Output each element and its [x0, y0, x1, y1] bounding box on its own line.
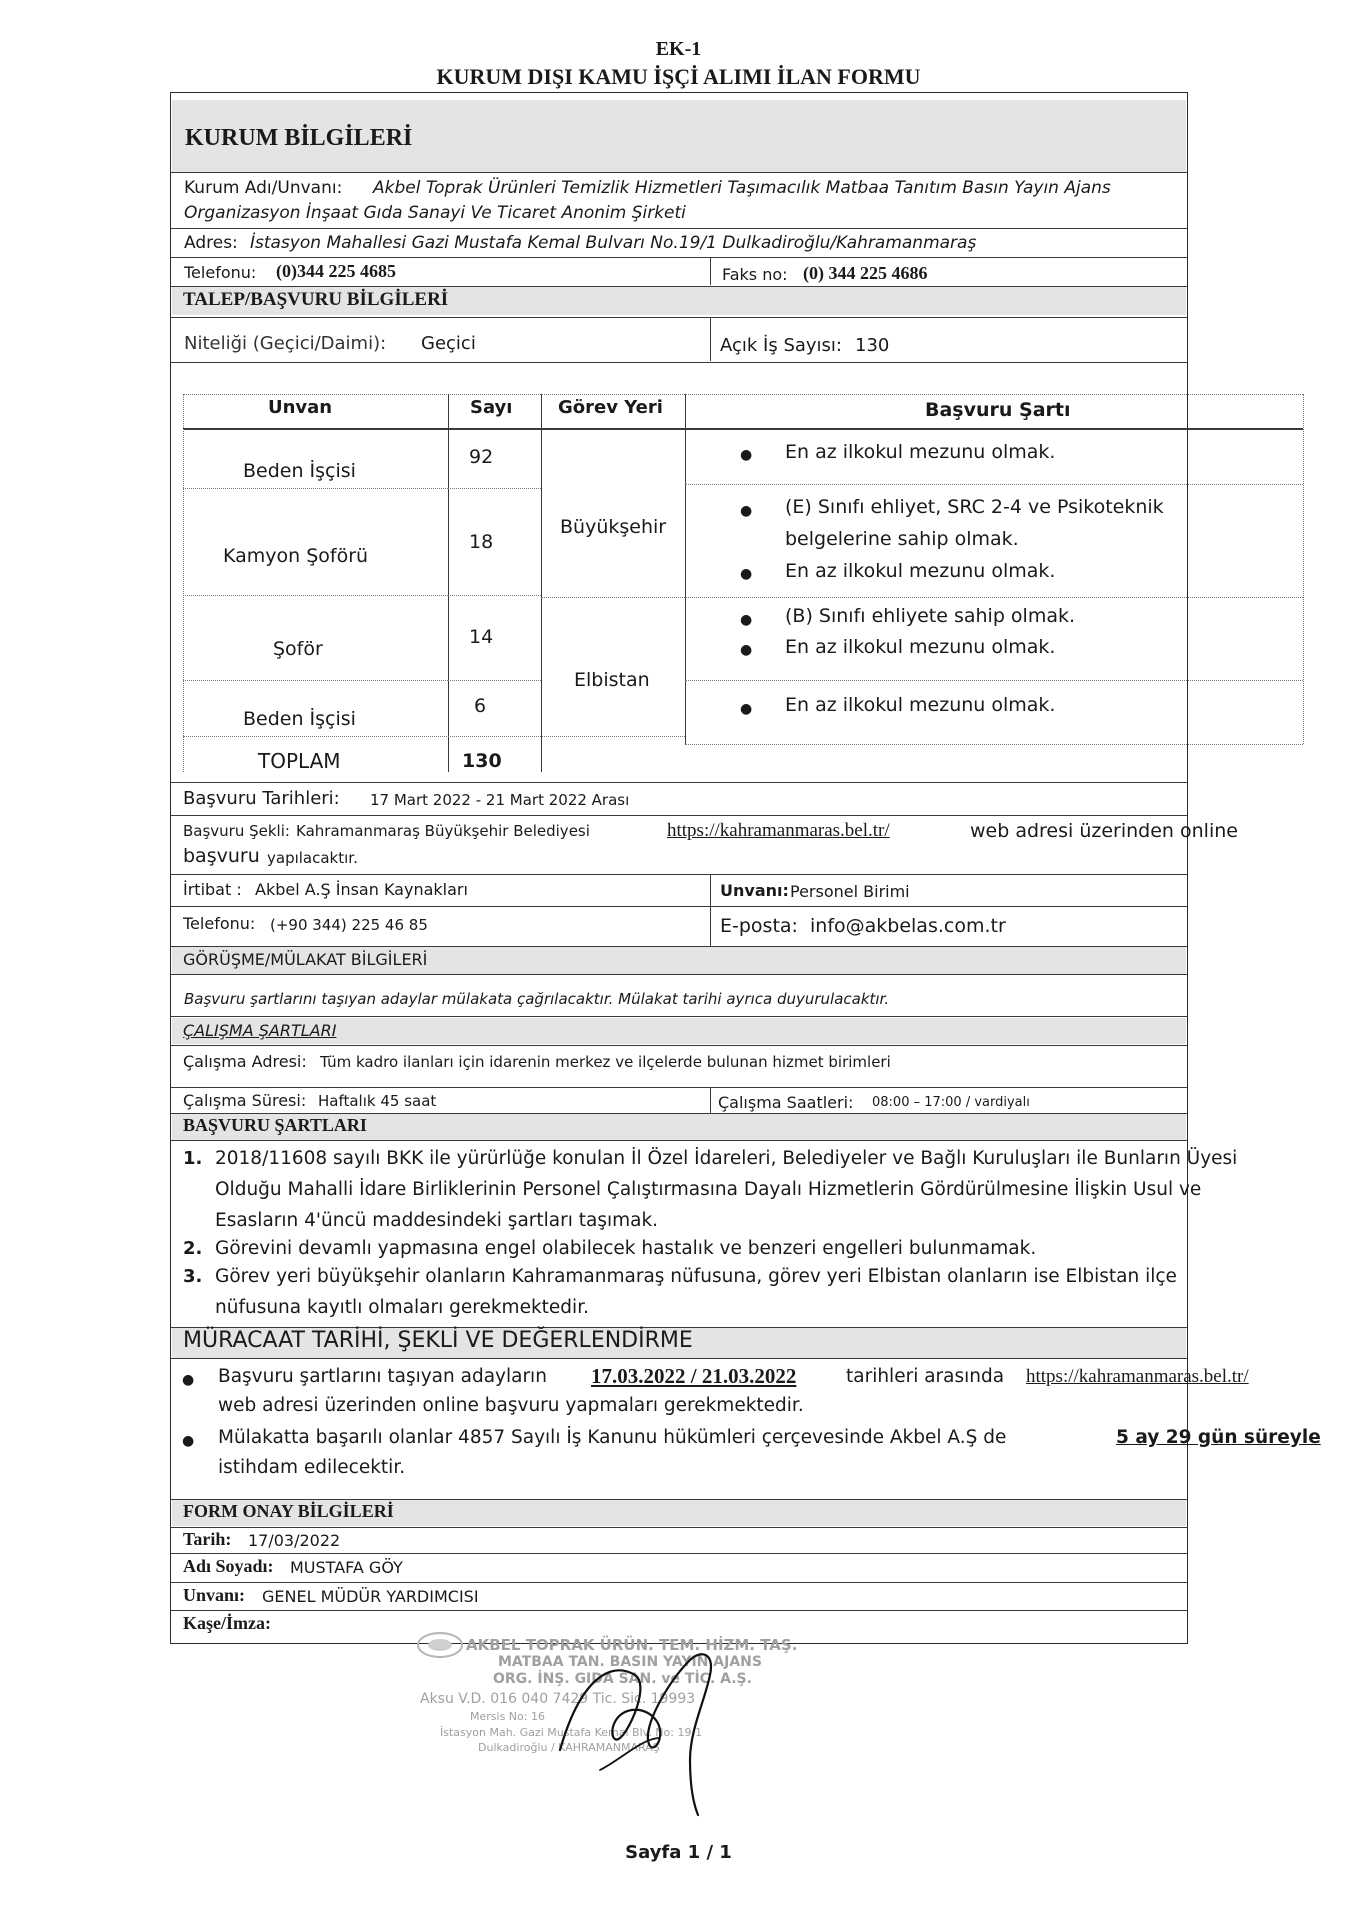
- nitelik-value: Geçici: [421, 333, 476, 354]
- irtibat-unvan-label: Unvanı:: [720, 881, 789, 900]
- col-header-unvan: Unvan: [268, 397, 333, 418]
- basvuru-sekil-suffix: web adresi üzerinden online: [970, 820, 1238, 842]
- calisma-adres-label: Çalışma Adresi:: [183, 1052, 307, 1071]
- calisma-section-title: ÇALIŞMA ŞARTLARI: [183, 1021, 337, 1040]
- sart-1-line-2: Olduğu Mahalli İdare Birliklerinin Personel Çalıştırmasına Dayalı Hizmetlerin Gördürülmesine İlişkin Usul ve: [215, 1179, 1202, 1200]
- gorusme-text: Başvuru şartlarını taşıyan adaylar mülakata çağrılacaktır. Mülakat tarihi ayrıca duyurulacaktır.: [184, 990, 890, 1008]
- basvuru-sekil-value: Kahramanmaraş Büyükşehir Belediyesi: [296, 822, 590, 840]
- kurum-adres-value: İstasyon Mahallesi Gazi Mustafa Kemal Bulvarı No.19/1 Dulkadiroğlu/Kahramanmaraş: [250, 233, 977, 253]
- irtibat-value: Akbel A.Ş İnsan Kaynakları: [255, 880, 468, 899]
- stamp-emblem-icon: [415, 1630, 465, 1660]
- basvuru-tarih-value: 17 Mart 2022 - 21 Mart 2022 Arası: [370, 791, 630, 809]
- basvuru-sekil-label: Başvuru Şekli:: [183, 822, 290, 840]
- acik-is-label: Açık İş Sayısı:: [720, 335, 843, 356]
- document-title: KURUM DIŞI KAMU İŞÇİ ALIMI İLAN FORMU: [436, 64, 921, 89]
- kurum-faks-label: Faks no:: [722, 265, 788, 284]
- kurum-ad-value-2: Organizasyon İnşaat Gıda Sanayi Ve Ticaret Anonim Şirketi: [184, 203, 686, 223]
- stamp-line-7: Dulkadiroğlu / KAHRAMANMARAŞ: [478, 1741, 660, 1754]
- row2-sart-1: (E) Sınıfı ehliyet, SRC 2-4 ve Psikoteknik: [785, 496, 1164, 518]
- basvuru-sekil-line2b: yapılacaktır.: [267, 849, 358, 867]
- col-header-sayi: Sayı: [470, 397, 513, 418]
- stamp-line-4: Aksu V.D. 016 040 7429 Tic. Sic. 19993: [420, 1691, 696, 1707]
- onay-kase-label: Kaşe/İmza:: [183, 1613, 271, 1633]
- muracaat-b2-duration: 5 ay 29 gün süreyle: [1116, 1427, 1321, 1448]
- sartlar-section-title: BAŞVURU ŞARTLARI: [183, 1115, 367, 1135]
- row4-sayi: 6: [474, 695, 487, 717]
- col-header-basvuru-sarti: Başvuru Şartı: [925, 399, 1071, 421]
- sart-3-line-2: nüfusuna kayıtlı olmaları gerekmektedir.: [215, 1297, 589, 1318]
- row2-sart-2: belgelerine sahip olmak.: [785, 528, 1019, 550]
- muracaat-b1-line2: web adresi üzerinden online başvuru yapmaları gerekmektedir.: [218, 1395, 804, 1416]
- basvuru-tarih-label: Başvuru Tarihleri:: [183, 788, 340, 809]
- basvuru-sekil-line2a: başvuru: [183, 845, 260, 867]
- irtibat-telefon-label: Telefonu:: [183, 914, 256, 933]
- irtibat-label: İrtibat :: [183, 880, 242, 899]
- onay-unvan-label: Unvanı:: [183, 1585, 246, 1605]
- signature-icon: [540, 1620, 760, 1820]
- onay-section-title: FORM ONAY BİLGİLERİ: [183, 1501, 394, 1521]
- sart-2-line-1: Görevini devamlı yapmasına engel olabilecek hastalık ve benzeri engelleri bulunmamak.: [215, 1238, 1037, 1259]
- talep-section-title: TALEP/BAŞVURU BİLGİLERİ: [183, 289, 449, 310]
- row2-unvan: Kamyon Şoförü: [223, 545, 369, 567]
- stamp-line-1: AKBEL TOPRAK ÜRÜN. TEM. HİZM. TAŞ.: [466, 1636, 798, 1654]
- sart-3-num: 3.: [183, 1266, 203, 1287]
- eposta-value[interactable]: info@akbelas.com.tr: [810, 915, 1006, 937]
- kurum-ad-label: Kurum Adı/Unvanı:: [184, 178, 343, 198]
- col-header-gorev-yeri: Görev Yeri: [558, 397, 663, 418]
- calisma-saat-value: 08:00 – 17:00 / vardiyalı: [872, 1095, 1030, 1110]
- document-code: EK-1: [655, 38, 702, 60]
- muracaat-b1-b: tarihleri arasında: [846, 1366, 1005, 1387]
- muracaat-b2-line2: istihdam edilecektir.: [218, 1457, 406, 1478]
- sart-1-line-1: 2018/11608 sayılı BKK ile yürürlüğe konulan İl Özel İdareleri, Belediyeler ve Bağlı Kuruluşları ile Bunların Üyesi: [215, 1148, 1238, 1169]
- muracaat-b2-a: Mülakatta başarılı olanlar 4857 Sayılı İş Kanunu hükümleri çerçevesinde Akbel A.Ş de: [218, 1427, 1007, 1448]
- page-number: Sayfa 1 / 1: [625, 1842, 732, 1863]
- muracaat-url-link[interactable]: https://kahramanmaras.bel.tr/: [1026, 1366, 1249, 1387]
- kurum-adres-label: Adres:: [184, 233, 238, 253]
- calisma-sure-label: Çalışma Süresi:: [183, 1091, 307, 1110]
- toplam-label: TOPLAM: [258, 749, 341, 773]
- stamp-line-2: MATBAA TAN. BASIN YAYIN AJANS: [498, 1654, 762, 1670]
- row1-unvan: Beden İşçisi: [243, 460, 356, 482]
- onay-unvan-value: GENEL MÜDÜR YARDIMCISI: [262, 1587, 479, 1606]
- nitelik-label: Niteliği (Geçici/Daimi):: [184, 333, 387, 354]
- row2-sart-3: En az ilkokul mezunu olmak.: [785, 560, 1056, 582]
- row4-sart-1: En az ilkokul mezunu olmak.: [785, 694, 1056, 716]
- muracaat-b1-a: Başvuru şartlarını taşıyan adayların: [218, 1366, 547, 1387]
- gorev-yeri-elbistan: Elbistan: [574, 669, 650, 691]
- eposta-label: E-posta:: [720, 915, 798, 937]
- toplam-value: 130: [462, 750, 502, 772]
- row1-sart-1: En az ilkokul mezunu olmak.: [785, 441, 1056, 463]
- acik-is-value: 130: [855, 335, 890, 356]
- stamp-line-6: İstasyon Mah. Gazi Mustafa Kemal Blv. No: 19/1: [440, 1726, 703, 1739]
- row3-sart-2: En az ilkokul mezunu olmak.: [785, 636, 1056, 658]
- sart-2-num: 2.: [183, 1238, 203, 1259]
- onay-ad-value: MUSTAFA GÖY: [290, 1558, 403, 1577]
- row3-unvan: Şoför: [273, 638, 323, 660]
- irtibat-telefon-value: (+90 344) 225 46 85: [270, 916, 428, 934]
- calisma-sure-value: Haftalık 45 saat: [318, 1092, 437, 1110]
- stamp-line-5: Mersis No: 16: [470, 1710, 545, 1723]
- sart-1-num: 1.: [183, 1148, 203, 1169]
- onay-ad-label: Adı Soyadı:: [183, 1556, 274, 1576]
- irtibat-unvan-value: Personel Birimi: [790, 882, 910, 901]
- row3-sart-1: (B) Sınıfı ehliyete sahip olmak.: [785, 605, 1076, 627]
- kurum-telefon-value: (0)344 225 4685: [276, 261, 396, 281]
- kurum-faks-value: (0) 344 225 4686: [803, 263, 928, 283]
- onay-tarih-label: Tarih:: [183, 1529, 232, 1549]
- row3-sayi: 14: [469, 626, 494, 648]
- stamp-line-3: ORG. İNŞ. GIDA SAN. ve TİC. A.Ş.: [493, 1671, 752, 1687]
- row4-unvan: Beden İşçisi: [243, 708, 356, 730]
- kurum-ad-value-1: Akbel Toprak Ürünleri Temizlik Hizmetleri Taşımacılık Matbaa Tanıtım Basın Yayın Ajans: [373, 178, 1111, 198]
- calisma-saat-label: Çalışma Saatleri:: [718, 1093, 854, 1112]
- sart-1-line-3: Esasların 4'üncü maddesindeki şartları taşımak.: [215, 1210, 659, 1231]
- gorusme-section-title: GÖRÜŞME/MÜLAKAT BİLGİLERİ: [183, 950, 428, 969]
- sart-3-line-1: Görev yeri büyükşehir olanların Kahramanmaraş nüfusuna, görev yeri Elbistan olanların ise Elbistan ilçe: [215, 1266, 1177, 1287]
- kurum-telefon-label: Telefonu:: [184, 263, 257, 282]
- muracaat-dates: 17.03.2022 / 21.03.2022: [591, 1364, 797, 1388]
- onay-tarih-value: 17/03/2022: [248, 1531, 341, 1550]
- row2-sayi: 18: [469, 531, 494, 553]
- kurum-section-title: KURUM BİLGİLERİ: [185, 125, 413, 151]
- muracaat-section-title: MÜRACAAT TARİHİ, ŞEKLİ VE DEĞERLENDİRME: [183, 1328, 693, 1353]
- calisma-adres-value: Tüm kadro ilanları için idarenin merkez ve ilçelerde bulunan hizmet birimleri: [320, 1053, 891, 1071]
- basvuru-url-link[interactable]: https://kahramanmaras.bel.tr/: [667, 820, 890, 841]
- gorev-yeri-buyuksehir: Büyükşehir: [560, 516, 667, 538]
- row1-sayi: 92: [469, 446, 494, 468]
